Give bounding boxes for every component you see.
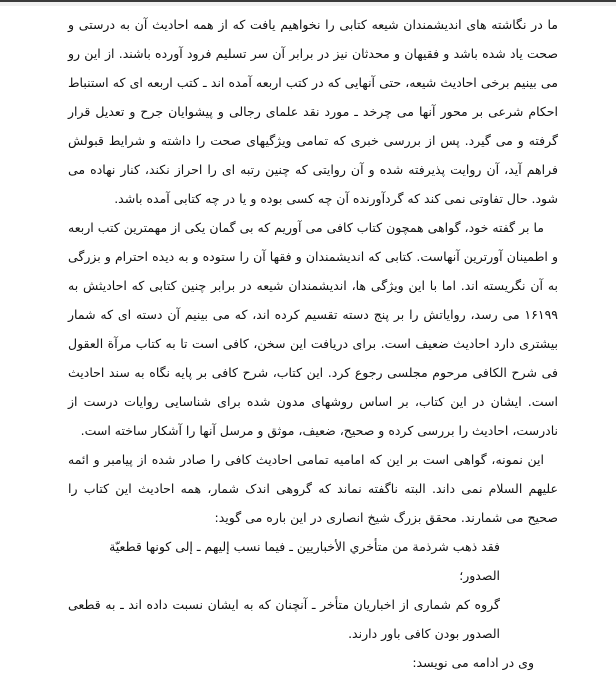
paragraph-intro: ما در نگاشته های اندیشمندان شیعه کتابی را نخواهیم یافت که از همه احادیث آن به درستی و صحت یاد شده باشد و فقیهان و محدثان نیز در برابر آن سر تسلیم فرود آورده باشند. از این رو می بینیم برخی احادیث شیعه، حتی آنهایی که در کتب اربعه آمده اند ـ کتب اربعه ای که استنباط احکام شرعی بر محور آنها می چرخد ـ مورد نقد علمای رجالی و پیشوایان جرح و تعدیل قرار گرفته و می گیرد. پس از بررسی خبری که تمامی ویژگیهای صحت را داشته و شرایط قبولش فراهم آید، آن روایت پذیرفته شده و آن روایتی که چنین رتبه ای را احراز نکند، کنار نهاده می شود. حال تفاوتی نمی کند که گردآورنده آن چه کسی بوده و یا در چه کتابی آمده باشد. <box>68 17 558 206</box>
window-top-strip <box>0 2 616 6</box>
document-page <box>68 10 558 677</box>
paragraph-kafi-example: ما بر گفته خود، گواهی همچون کتاب کافی می آوریم که بی گمان یکی از مهمترین کتب اربعه و اطمینان آورترین آنهاست. کتابی که اندیشمندان و فقها آن را ستوده و به دیده احترام و بزرگی به آن نگریسته اند. اما با این ویژگی ها، اندیشمندان شیعه در برابر چنین کتابی که احادیثش به ۱۶۱۹۹ می رسد، روایاتش را بر پنج دسته تقسیم کرده اند، که می بینیم آن دسته ای که شمار بیشتری دارد احادیث ضعیف است. برای دریافت این سخن، کافی است تا به کتاب مرآة العقول فی شرح الکافی مرحوم مجلسی رجوع کرد. این کتاب، شرح کافی بر پایه نگاه به سند احادیث است. ایشان در این کتاب، بر اساس روشهای مدون شده برای شناسایی روایات درست از نادرست، احادیث را بررسی کرده و صحیح، ضعیف، موثق و مرسل آنها را آشکار ساخته است. <box>68 220 558 438</box>
quote-translation: گروه کم شماری از اخباریان متأخر ـ آنچنان که به ایشان نسبت داده اند ـ به قطعی الصدور بودن کافی باور دارند. <box>68 597 500 641</box>
arabic-quote: فقد ذهب شرذمة من متأخري الأخباريين ـ فيما نسب إليهم ـ إلى كونها قطعيّة الصدور؛ <box>109 539 500 583</box>
paragraph-imamiyya-view: این نمونه، گواهی است بر این که امامیه تمامی احادیث کافی را صادر شده از پیامبر و ائمه علیهم السلام نمی داند. البته ناگفته نماند که گروهی اندک شمار، همه احادیث این کتاب را صحیح می شمارند. محقق بزرگ شیخ انصاری در این باره می گوید: <box>68 452 558 525</box>
continuation-lead-in: وی در ادامه می نویسد: <box>412 655 534 670</box>
